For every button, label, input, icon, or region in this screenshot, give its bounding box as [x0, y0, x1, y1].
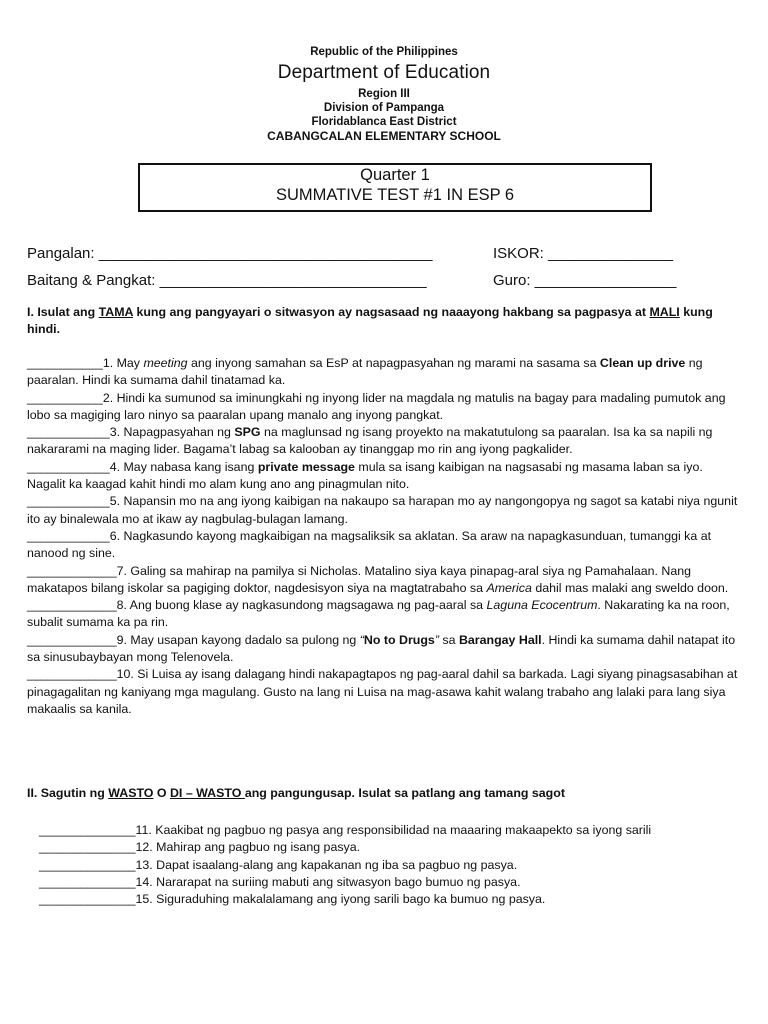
- answer-blank[interactable]: ____________: [27, 528, 110, 543]
- list-item: _____________8. Ang buong klase ay nagkasundong magsagawa ng pag-aaral sa Laguna Ecocentrum. Nakarating ka na roon, subalit sumama ka pa rin.: [27, 598, 730, 630]
- list-item: ___________2. Hindi ka sumunod sa iminungkahi ng inyong lider na magdala ng matulis na bagay para madaling pumutok ang lobo sa magiging laro ninyo sa paaralan upang manalo ang inyong pangkat.: [27, 390, 726, 422]
- department-title: Department of Education: [277, 62, 491, 84]
- answer-blank[interactable]: ______________: [39, 857, 136, 872]
- answer-blank[interactable]: ___________: [27, 390, 103, 405]
- list-item: ______________14. Nararapat na suriing mabuti ang sitwasyon bago bumuo ng pasya.: [39, 874, 521, 889]
- list-item: ____________4. May nabasa kang isang private message mula sa isang kaibigan na nagsasabi ng masama laban sa iyo. Nagalit ka kaagad kahit hindi mo alam kung ano ang pinagmulan nito.: [27, 459, 703, 492]
- part2-instructions: II. Sagutin ng WASTO O DI – WASTO ang pangungusap. Isulat sa patlang ang tamang sagot: [27, 786, 565, 800]
- part1-instructions: I. Isulat ang TAMA kung ang pangyayari o sitwasyon ay nagsasaad ng naaayong hakbang sa pagpasya at MALI kung hindi.: [27, 305, 713, 337]
- list-item: ______________13. Dapat isaalang-alang ang kapakanan ng iba sa pagbuo ng pasya.: [39, 857, 518, 872]
- list-item: _____________7. Galing sa mahirap na pamilya si Nicholas. Matalino siya kaya pinapag-aral siya ng Pamahalaan. Nang makatapos bilang iskolar sa pagiging doktor, nagdesisyon siya na magtatrabaho sa America dahil mas malaki ang sweldo doon.: [27, 563, 729, 595]
- name-field[interactable]: Pangalan: ________________________________________: [27, 245, 433, 262]
- answer-blank[interactable]: _____________: [27, 563, 117, 578]
- score-field[interactable]: ISKOR: _______________: [493, 245, 674, 262]
- list-item: ___________1. May meeting ang inyong samahan sa EsP at napagpasyahan ng marami na sasama sa Clean up drive ng paaralan. Hindi ka sumama dahil tinatamad ka.: [27, 356, 703, 388]
- answer-blank[interactable]: ____________: [27, 494, 110, 509]
- answer-blank[interactable]: ____________: [27, 425, 110, 440]
- answer-blank[interactable]: _____________: [27, 667, 117, 682]
- division-line: Division of Pampanga: [323, 102, 445, 115]
- answer-blank[interactable]: ___________: [27, 356, 103, 370]
- list-item: ____________6. Nagkasundo kayong magkaibigan na magsaliksik sa aklatan. Sa araw na napagkasunduan, tumanggi ka at nanood ng sine.: [27, 528, 712, 561]
- answer-blank[interactable]: _____________: [27, 598, 117, 613]
- grade-section-field[interactable]: Baitang & Pangkat: ________________________________: [27, 272, 427, 289]
- test-title-box: [138, 163, 652, 212]
- wasto-keyword: WASTO: [108, 786, 154, 800]
- answer-blank[interactable]: ______________: [39, 823, 136, 837]
- list-item: ______________12. Mahirap ang pagbuo ng isang pasya.: [39, 840, 361, 855]
- list-item: ____________3. Napagpasyahan ng SPG na maglunsad ng isang proyekto na makatutulong sa paaralan. Isa ka sa napili ng nakararami na maging lider. Bagama’t labag sa kalooban ay tinanggap mo rin ang iyong pagkalider.: [27, 425, 713, 457]
- answer-blank[interactable]: ____________: [27, 459, 110, 474]
- answer-blank[interactable]: _____________: [27, 632, 117, 647]
- tama-keyword: TAMA: [98, 305, 134, 319]
- di-wasto-keyword: DI – WASTO: [169, 786, 245, 800]
- part2-items: [39, 822, 729, 908]
- answer-blank[interactable]: ______________: [39, 892, 136, 907]
- part1-items: [27, 355, 739, 718]
- school-name: CABANGCALAN ELEMENTARY SCHOOL: [267, 129, 501, 144]
- mali-keyword: MALI: [649, 305, 680, 319]
- quarter-label: Quarter 1: [360, 166, 430, 184]
- region-line: Region III: [358, 88, 410, 101]
- answer-blank[interactable]: ______________: [39, 874, 136, 889]
- test-title: SUMMATIVE TEST #1 IN ESP 6: [275, 186, 515, 205]
- list-item: _____________10. Si Luisa ay isang dalagang hindi nakapagtapos ng pag-aaral dahil sa barkada. Lagi siyang pinagsasabihan at pinagagalitan ng kaniyang mga magulang. Gusto na lang ni Luisa na mag-asawa kahit walang trabaho ang lalaki para lang siya makaalis sa kanila.: [27, 667, 738, 716]
- list-item: _____________9. May usapan kayong dadalo sa pulong ng “No to Drugs” sa Barangay Hall. Hindi ka sumama dahil natapat ito sa sinusubaybayan mong Telenovela.: [27, 632, 736, 665]
- list-item: ____________5. Napansin mo na ang iyong kaibigan na nakaupo sa harapan mo ay nangongopya ng sagot sa katabi niya ngunit ito ay binalewala mo at ikaw ay nagbulag-bulagan lamang.: [27, 494, 738, 526]
- list-item: ______________15. Siguraduhing makalalamang ang iyong sarili bago ka bumuo ng pasya.: [39, 892, 546, 907]
- list-item: ______________11. Kaakibat ng pagbuo ng pasya ang responsibilidad na maaaring makaapekto sa iyong sarili: [39, 823, 652, 837]
- school-header: [0, 45, 768, 144]
- teacher-field[interactable]: Guro: _________________: [493, 272, 677, 289]
- answer-blank[interactable]: ______________: [39, 840, 136, 855]
- district-line: Floridablanca East District: [311, 116, 457, 129]
- republic-line: Republic of the Philippines: [310, 46, 458, 58]
